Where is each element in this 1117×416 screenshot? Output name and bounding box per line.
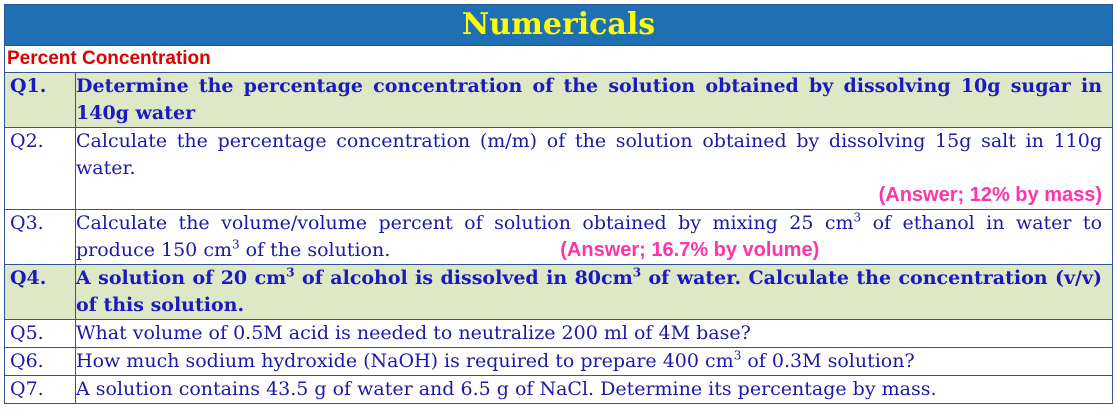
question-text-part: of ethanol in water to produce 150 cm (76, 212, 1103, 261)
question-number: Q3. (5, 210, 76, 265)
question-row-q7 (5, 376, 1113, 404)
question-text: Calculate the percentage concentration (m/m) of the solution obtained by dissolving 15g salt in 110g water. (76, 130, 1103, 179)
question-cell (76, 210, 1113, 265)
numericals-panel (4, 4, 1112, 404)
page-title: Numericals (461, 7, 656, 42)
question-cell (76, 128, 1113, 210)
question-number: Q6. (5, 348, 76, 376)
answer-label: (Answer; 12% by mass) (878, 184, 1103, 206)
question-text-part: A solution of 20 cm (76, 267, 287, 289)
title-banner (5, 5, 1113, 46)
superscript: 3 (231, 237, 240, 252)
section-header (5, 46, 1113, 73)
question-text: A solution contains 43.5 g of water and 6.5 g of NaCl. Determine its percentage by mass. (76, 376, 1113, 404)
question-number: Q2. (5, 128, 76, 210)
question-cell (76, 348, 1113, 376)
question-text-part: Calculate the volume/volume percent of solution obtained by mixing 25 cm (76, 212, 854, 234)
question-row-q5 (5, 320, 1113, 348)
question-text: Determine the percentage concentration of the solution obtained by dissolving 10g sugar in 140g water (76, 73, 1113, 128)
question-text-part: of water. Calculate the concentration (v/v) of this solution. (76, 267, 1103, 316)
question-row-q6 (5, 348, 1113, 376)
question-cell (76, 265, 1113, 320)
superscript: 3 (853, 210, 862, 225)
question-row-q2 (5, 128, 1113, 210)
section-title: Percent Concentration (7, 48, 211, 69)
question-number: Q7. (5, 376, 76, 404)
question-row-q1 (5, 73, 1113, 128)
answer-label: (Answer; 16.7% by volume) (560, 239, 820, 261)
superscript: 3 (286, 265, 295, 280)
question-number: Q4. (5, 265, 76, 320)
question-text: What volume of 0.5M acid is needed to neutralize 200 ml of 4M base? (76, 320, 1113, 348)
question-text-part: of 0.3M solution? (741, 350, 915, 372)
question-number: Q5. (5, 320, 76, 348)
question-row-q4 (5, 265, 1113, 320)
question-text-part: How much sodium hydroxide (NaOH) is required to prepare 400 cm (76, 350, 734, 372)
superscript: 3 (733, 348, 742, 363)
question-text-part: of alcohol is dissolved in 80cm (294, 267, 633, 289)
question-text-part: of the solution. (239, 239, 391, 261)
numericals-table (4, 4, 1113, 404)
superscript: 3 (632, 265, 642, 280)
question-row-q3 (5, 210, 1113, 265)
question-number: Q1. (5, 73, 76, 128)
